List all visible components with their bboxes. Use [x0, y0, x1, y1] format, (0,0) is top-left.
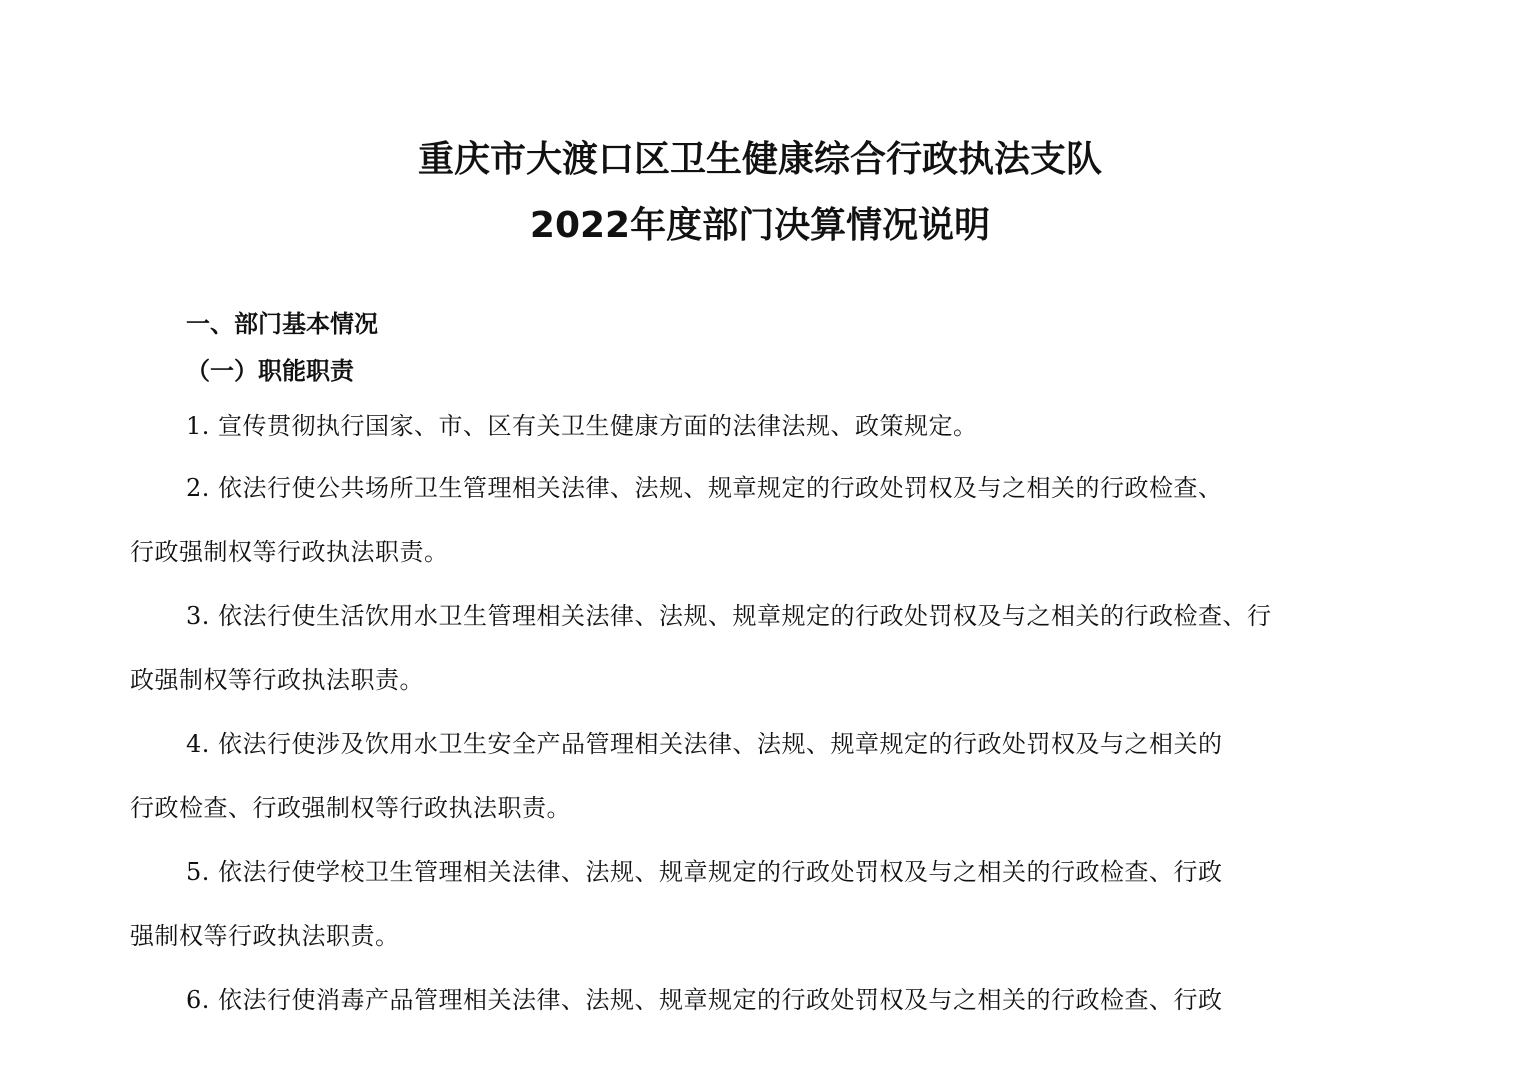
- document-title-line2: 2022年度部门决算情况说明: [529, 205, 991, 246]
- paragraph-line: 5. 依法行使学校卫生管理相关法律、法规、规章规定的行政处罚权及与之相关的行政检查、行政: [186, 858, 1223, 886]
- paragraph-line: 1. 宣传贯彻执行国家、市、区有关卫生健康方面的法律法规、政策规定。: [186, 412, 978, 440]
- document-title-line1: 重庆市大渡口区卫生健康综合行政执法支队: [417, 139, 1102, 180]
- subsection-heading: （一）职能职责: [186, 357, 354, 385]
- paragraph-line: 政强制权等行政执法职责。: [130, 666, 424, 694]
- paragraph-line: 2. 依法行使公共场所卫生管理相关法律、法规、规章规定的行政处罚权及与之相关的行政检查、: [186, 474, 1223, 502]
- paragraph-line: 行政强制权等行政执法职责。: [130, 538, 449, 566]
- paragraph-line: 强制权等行政执法职责。: [130, 922, 400, 950]
- section-heading: 一、部门基本情况: [186, 310, 378, 338]
- paragraph-line: 行政检查、行政强制权等行政执法职责。: [130, 794, 571, 822]
- paragraph-line: 4. 依法行使涉及饮用水卫生安全产品管理相关法律、法规、规章规定的行政处罚权及与之相关的: [186, 730, 1223, 758]
- paragraph-line: 3. 依法行使生活饮用水卫生管理相关法律、法规、规章规定的行政处罚权及与之相关的行政检查、行: [186, 602, 1272, 630]
- paragraph-line: 6. 依法行使消毒产品管理相关法律、法规、规章规定的行政处罚权及与之相关的行政检查、行政: [186, 986, 1223, 1014]
